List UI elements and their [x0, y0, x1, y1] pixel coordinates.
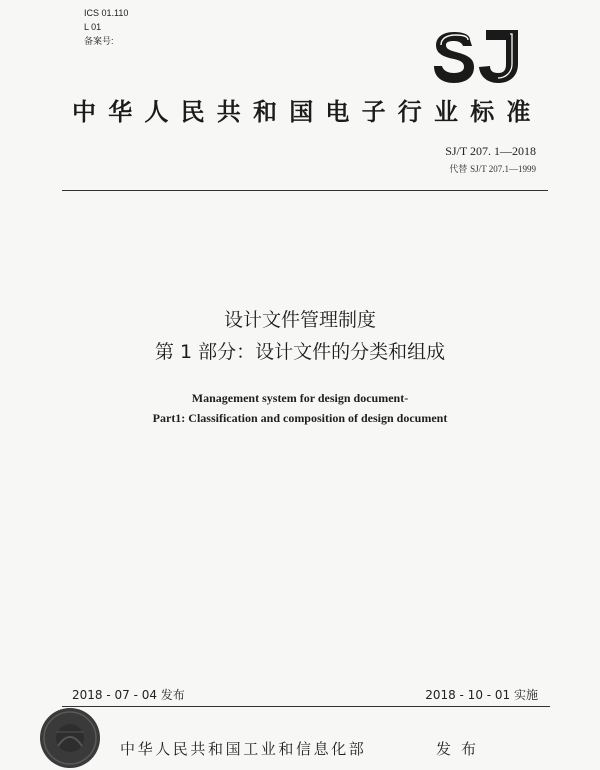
publish-label: 发布: [436, 740, 487, 758]
chinese-title: [0, 304, 600, 368]
official-seal-stamp: [38, 706, 102, 770]
replaces-code: SJ/T 207.1—1999: [470, 164, 536, 174]
replaces-note: [445, 162, 536, 175]
implementation-date: 2018 - 10 - 01 实施: [425, 688, 538, 702]
english-title-line-2: Part1: Classification and composition of design document: [152, 411, 448, 425]
standard-category-title: 中华人民共和国电子行业标准: [72, 98, 543, 126]
chinese-title-line-1: 设计文件管理制度: [223, 309, 376, 331]
sj-logo-mark: [434, 30, 518, 83]
ccs-code: L 01: [84, 22, 102, 32]
sj-logo: [430, 28, 522, 86]
header-divider: [62, 190, 548, 191]
english-title: [0, 388, 600, 428]
replaces-prefix: 代替: [449, 165, 468, 175]
issue-date: 2018 - 07 - 04 发布: [72, 688, 185, 702]
footer-divider: [62, 706, 550, 707]
standard-code: SJ/T 207. 1—2018: [445, 144, 536, 158]
publisher-name: 中华人民共和国工业和信息化部: [120, 740, 367, 758]
ics-code: ICS 01.110: [84, 8, 129, 18]
record-number-label: 备案号:: [84, 36, 114, 46]
chinese-title-line-2: 第 1 部分：设计文件的分类和组成: [154, 341, 446, 363]
classification-block: [84, 6, 128, 48]
standard-code-block: [445, 144, 536, 175]
english-title-line-1: Management system for design document-: [191, 391, 409, 405]
